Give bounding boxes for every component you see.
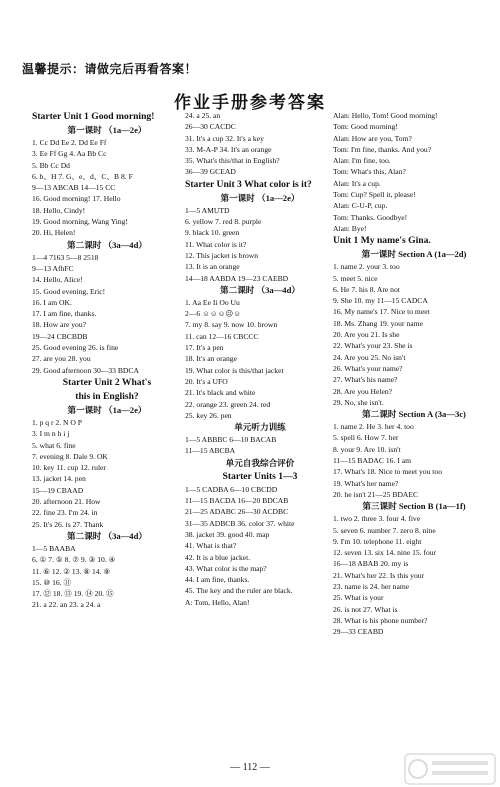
reminder-note: 温馨提示：请做完后再看答案！ [22,62,198,76]
answer-line: 23. name is 24. her name [333,581,410,591]
answer-line: 3. Ee Ff Gg 4. Aa Bb Cc [32,149,107,159]
answer-line: 8. your 9. Are 10. isn't [333,444,401,454]
answer-line: 11. What color is it? [185,239,247,249]
answer-line: Alan: C-U-P, cup. [333,201,388,211]
answer-line: 20. Are you 21. Is she [333,330,400,340]
answer-line: 15—19 CBAAD [32,485,84,495]
answer-line: 17. What's 18. Nice to meet you too [333,467,442,477]
answer-line: 24. Are you 25. No isn't [333,352,406,362]
answer-line: 21—25 ADABC 26—30 ACDBC [185,507,289,517]
answer-line: 29. Good afternoon 30—33 BDCA [32,365,139,375]
lesson-heading: 第二课时 （3a—4d） [67,530,147,541]
answer-line: 10. key 11. cup 12. ruler [32,463,106,473]
answer-line: 33. M-A-P 34. It's an orange [185,144,272,154]
answer-line: 1—5 CADBA 6—10 CBCDD [185,484,278,494]
answer-line: Alan: It's a cup. [333,178,381,188]
answer-line: 18. Ms. Zhang 19. your name [333,318,423,328]
answer-line: 25. Good evening 26. is fine [32,343,119,353]
answer-line: 11—15 BADAC 16. I am [333,456,411,466]
lesson-heading: 第一课时 （1a—2e） [67,404,147,415]
answer-line: 1. name 2. your 3. too [333,262,400,272]
page-title: 作业手册参考答案 [174,93,326,113]
answer-line: Tom: Good morning! [333,122,398,132]
answer-line: 6. ① 7. ⑤ 8. ⑦ 9. ③ 10. ④ [32,555,116,565]
answer-column-2 [185,110,335,608]
answer-line: 3. I m n h i j [32,429,70,439]
answer-line: 24. a 25. an [185,111,221,120]
answer-column-3 [333,110,495,637]
answer-line: 21. a 22. an 23. a 24. a [32,600,101,610]
answer-line: 26. is not 27. What is [333,604,398,614]
answer-line: 27. What's his name? [333,375,398,385]
answer-line: 11. can 12—16 CBCCC [185,331,259,341]
lesson-heading: 第二课时 Section A (3a—3c) [362,409,466,420]
answer-line: A: Tom, Hello, Alan! [185,597,250,607]
unit-heading: this in English? [75,390,139,402]
answer-line: 12. This jacket is brown [185,250,259,260]
answer-line: 17. It's a pen [185,343,224,353]
answer-line: 1. name 2. He 3. her 4. too [333,422,414,432]
answer-line: 20. he isn't 21—25 BDAEC [333,489,419,499]
answer-line: 28. Are you Helen? [333,386,393,396]
answer-line: 18. Hello, Cindy! [32,205,86,215]
answer-line: Alan: Bye! [333,223,367,233]
answer-line: 20. Hi, Helen! [32,228,76,238]
answer-line: 9. She 10. my 11—15 CADCA [333,296,428,306]
unit-heading: Starter Unit 3 What color is it? [185,178,312,190]
answer-line: 6. He 7. his 8. Are not [333,284,400,294]
answer-line: 22. fine 23. I'm 24. in [32,508,98,518]
answer-line: 26. What's your name? [333,363,403,373]
answer-line: 18. How are you? [32,320,86,330]
answer-line: 12. seven 13. six 14. nine 15. four [333,548,437,558]
answer-line: 11. ⑥ 12. ② 13. ⑧ 14. ⑨ [32,566,111,576]
answer-line: 1—5 ABBBC 6—10 BACAB [185,435,277,445]
answer-line: Alan: I'm fine, too. [333,156,391,166]
answer-line: 18. It's an orange [185,354,237,364]
answer-line: 9—13 AfhFC [32,263,74,273]
unit-heading: Starter Units 1—3 [222,470,298,482]
answer-line: 5. what 6. fine [32,440,76,450]
answer-line: 16. Good morning! 17. Hello [32,194,121,204]
answer-line: 22. What's your 23. She is [333,341,413,351]
answer-line: Tom: I'm fine, thanks. And you? [333,144,432,154]
answer-line: 1. Cc Dd Ee 2. Dd Ee Ff [32,138,107,147]
answer-line: 1—4 7163 5—8 2518 [32,252,99,262]
answer-line: 5. seven 6. number 7. zero 8. nine [333,525,436,535]
answer-line: 19. Good morning, Wang Ying! [32,217,128,227]
answer-line: 19—24 CBCBDB [32,331,88,341]
answer-line: 13. jacket 14. pen [32,474,86,484]
answer-line: 1. two 2. three 3. four 4. five [333,514,421,524]
watermark-logo [404,753,496,785]
lesson-heading: 第三课时 Section B (1a—1f) [362,501,466,512]
answer-line: 1—5 BAABA [32,543,76,553]
answer-line: 6. b、H 7. G、e、d、C、B 8. F [32,171,133,181]
lesson-heading: 第二课时 （3a—4d） [67,239,147,250]
answer-line: Tom: Thanks. Goodbye! [333,212,408,222]
answer-line: 21. It's black and white [185,388,256,398]
answer-line: 19. What's her name? [333,478,399,488]
answer-line: 38. jacket 39. good 40. map [185,529,270,539]
page-number: — 112 — [230,762,270,773]
answer-line: 45. The key and the ruler are black. [185,586,293,596]
unit-heading: Starter Unit 1 Good morning! [32,111,155,122]
answer-line: 13. It is an orange [185,262,240,272]
section-heading: 单元听力训练 [234,422,286,433]
answer-line: 1—5 AMUTD [185,205,230,215]
lesson-heading: 第一课时 Section A (1a—2d) [361,249,467,260]
answer-line: 28. What is his phone number? [333,615,428,625]
answer-line: 29—33 CEABD [333,627,384,637]
answer-line: 9. I'm 10. telephone 11. eight [333,536,422,546]
answer-line: 29. No, she isn't. [333,397,384,407]
answer-line: 43. What color is the map? [185,563,267,573]
answer-line: Alan: Hello, Tom! Good morning! [333,111,438,120]
answer-line: 27. are you 28. you [32,354,91,364]
unit-heading: Unit 1 My name's Gina. [333,235,431,247]
answer-line: 17. ⑫ 18. ⑬ 19. ⑭ 20. ⑮ [32,589,114,599]
answer-line: 1. p q r 2. N O P [32,417,82,427]
answer-line: 19. What color is this/that jacket [185,365,284,375]
answer-line: 11—15 ABCBA [185,446,236,456]
answer-line: 31—35 ADBCB 36. color 37. white [185,518,295,528]
answer-line: 21. What's her 22. Is this your [333,570,425,580]
answer-line: 15. ⑩ 16. ⑪ [32,577,72,587]
unit-heading: Starter Unit 2 What's [62,376,152,388]
answer-line: 14—18 AABDA 19—23 CAEBD [185,273,289,283]
answer-line: 41. What is that? [185,541,237,551]
answer-line: 20. It's a UFO [185,376,228,386]
answer-line: 35. What's this/that in English? [185,156,280,166]
section-heading: 单元自我综合评价 [225,457,295,468]
answer-line: 31. It's a cup 32. It's a key [185,133,264,143]
answer-line: 20. afternoon 21. How [32,497,101,507]
answer-line: 9. black 10. green [185,228,240,238]
answer-line: 25. key 26. pen [185,410,232,420]
answer-line: 44. I am fine, thanks. [185,575,250,585]
answer-line: 16—18 ABAB 20. my is [333,559,409,569]
answer-line: 16. My name's 17. Nice to meet [333,307,430,317]
answer-line: 25. It's 26. is 27. Thank [32,519,104,529]
answer-line: 25. What is your [333,593,384,603]
answer-line: 2—6 ☺☺☺☹☺ [185,309,242,319]
lesson-heading: 第一课时 （1a—2e） [67,125,147,135]
answer-line: Alan: How are you, Tom? [333,133,412,143]
answer-line: 5. spell 6. How 7. her [333,433,399,443]
answer-line: 9—13 ABCAB 14—15 CC [32,183,116,193]
answer-line: 7. evening 8. Dale 9. OK [32,451,108,461]
answer-line: 6. yellow 7. red 8. purple [185,217,262,227]
answer-line: Tom: Cup? Spell it, please! [333,190,416,200]
answer-line: 7. my 8. say 9. now 10. brown [185,320,278,330]
answer-line: 5. meet 5. nice [333,273,378,283]
answer-line: 26—30 CACDC [185,122,236,132]
answer-line: 1. Aa Ee Ii Oo Uu [185,297,240,307]
answer-column-1 [32,110,182,611]
answer-line: 17. I am fine, thanks. [32,309,97,319]
lesson-heading: 第二课时 （3a—4d） [220,284,300,295]
answer-line: 5. Bb Cc Dd [32,160,70,170]
answer-line: 22. orange 23. green 24. red [185,399,271,409]
answer-line: 42. It is a blue jacket. [185,552,251,562]
answer-line: Tom: What's this, Alan? [333,167,406,177]
answer-line: 16. I am OK. [32,297,72,307]
answer-line: 14. Hello, Alice! [32,275,83,285]
lesson-heading: 第一课时 （1a—2e） [220,192,300,203]
answer-line: 36—39 GCEAD [185,167,236,177]
answer-line: 11—15 BACDA 16—20 BDCAB [185,496,289,506]
answer-line: 15. Good evening, Eric! [32,286,106,296]
